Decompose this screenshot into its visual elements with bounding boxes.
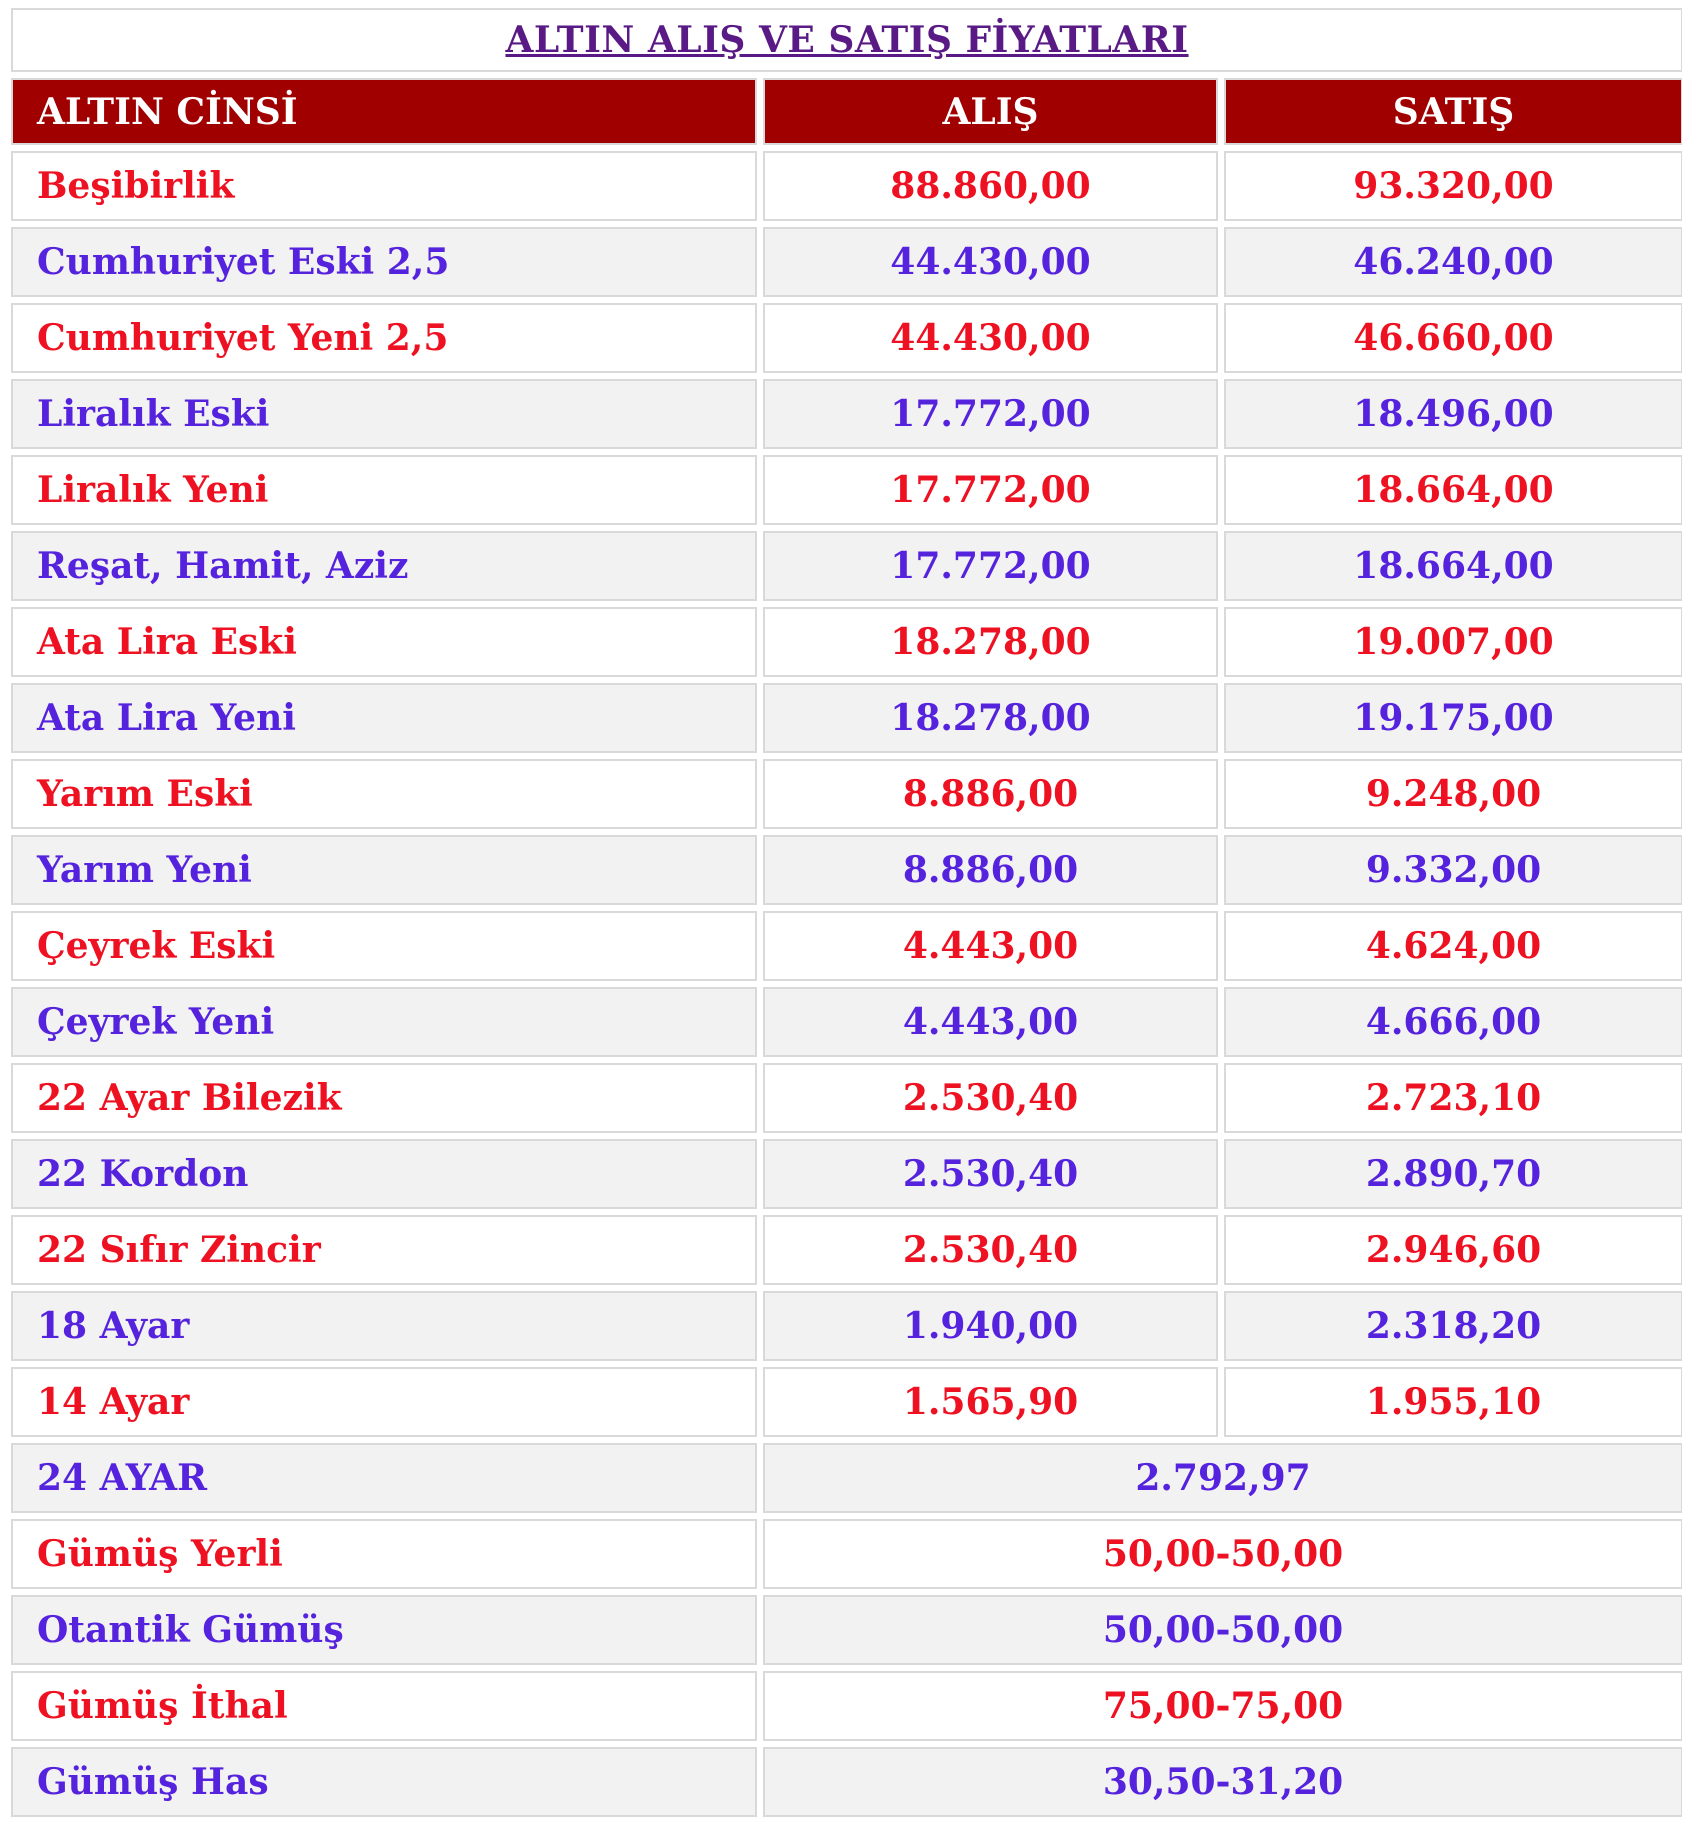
gold-type-name: 24 AYAR (11, 1443, 757, 1513)
sell-price: 46.240,00 (1224, 227, 1682, 297)
sell-price: 2.890,70 (1224, 1139, 1682, 1209)
table-row (11, 1291, 1682, 1361)
table-row (11, 531, 1682, 601)
column-header-buy: ALIŞ (763, 78, 1218, 145)
gold-type-name: Beşibirlik (11, 151, 757, 221)
gold-type-name: Yarım Eski (11, 759, 757, 829)
table-row (11, 227, 1682, 297)
sell-price: 9.248,00 (1224, 759, 1682, 829)
sell-price: 4.624,00 (1224, 911, 1682, 981)
buy-price: 18.278,00 (763, 607, 1218, 677)
buy-price: 4.443,00 (763, 987, 1218, 1057)
sell-price: 19.007,00 (1224, 607, 1682, 677)
sell-price: 2.946,60 (1224, 1215, 1682, 1285)
buy-price: 2.530,40 (763, 1063, 1218, 1133)
gold-price-table (5, 2, 1682, 1823)
gold-type-name: Gümüş Yerli (11, 1519, 757, 1589)
gold-type-name: Ata Lira Yeni (11, 683, 757, 753)
table-row (11, 1747, 1682, 1817)
sell-price: 2.723,10 (1224, 1063, 1682, 1133)
gold-type-name: Gümüş Has (11, 1747, 757, 1817)
page-title[interactable]: ALTIN ALIŞ VE SATIŞ FİYATLARI (505, 19, 1189, 61)
buy-price: 2.530,40 (763, 1215, 1218, 1285)
sell-price: 93.320,00 (1224, 151, 1682, 221)
gold-type-name: 18 Ayar (11, 1291, 757, 1361)
buy-price: 1.565,90 (763, 1367, 1218, 1437)
price-range: 2.792,97 (763, 1443, 1682, 1513)
buy-price: 4.443,00 (763, 911, 1218, 981)
gold-type-name: Cumhuriyet Eski 2,5 (11, 227, 757, 297)
column-header-name: ALTIN CİNSİ (11, 78, 757, 145)
price-range: 50,00-50,00 (763, 1595, 1682, 1665)
buy-price: 44.430,00 (763, 227, 1218, 297)
buy-price: 17.772,00 (763, 455, 1218, 525)
gold-type-name: Gümüş İthal (11, 1671, 757, 1741)
sell-price: 1.955,10 (1224, 1367, 1682, 1437)
buy-price: 1.940,00 (763, 1291, 1218, 1361)
gold-type-name: 22 Sıfır Zincir (11, 1215, 757, 1285)
table-row (11, 1367, 1682, 1437)
buy-price: 8.886,00 (763, 835, 1218, 905)
sell-price: 18.664,00 (1224, 531, 1682, 601)
gold-type-name: 14 Ayar (11, 1367, 757, 1437)
buy-price: 18.278,00 (763, 683, 1218, 753)
price-range: 30,50-31,20 (763, 1747, 1682, 1817)
gold-type-name: 22 Ayar Bilezik (11, 1063, 757, 1133)
buy-price: 17.772,00 (763, 379, 1218, 449)
table-row (11, 683, 1682, 753)
table-row (11, 1671, 1682, 1741)
table-row (11, 303, 1682, 373)
buy-price: 88.860,00 (763, 151, 1218, 221)
gold-type-name: Cumhuriyet Yeni 2,5 (11, 303, 757, 373)
gold-type-name: Reşat, Hamit, Aziz (11, 531, 757, 601)
sell-price: 18.496,00 (1224, 379, 1682, 449)
table-row (11, 1139, 1682, 1209)
gold-type-name: Otantik Gümüş (11, 1595, 757, 1665)
table-row (11, 987, 1682, 1057)
gold-type-name: Yarım Yeni (11, 835, 757, 905)
table-row (11, 1063, 1682, 1133)
sell-price: 18.664,00 (1224, 455, 1682, 525)
gold-type-name: Liralık Yeni (11, 455, 757, 525)
table-row (11, 1595, 1682, 1665)
table-row (11, 151, 1682, 221)
buy-price: 44.430,00 (763, 303, 1218, 373)
buy-price: 2.530,40 (763, 1139, 1218, 1209)
title-row (11, 8, 1682, 72)
price-range: 75,00-75,00 (763, 1671, 1682, 1741)
title-cell (11, 8, 1682, 72)
table-row (11, 455, 1682, 525)
table-row (11, 759, 1682, 829)
table-row (11, 911, 1682, 981)
gold-type-name: Ata Lira Eski (11, 607, 757, 677)
table-row (11, 1519, 1682, 1589)
gold-type-name: Liralık Eski (11, 379, 757, 449)
sell-price: 4.666,00 (1224, 987, 1682, 1057)
buy-price: 8.886,00 (763, 759, 1218, 829)
table-row (11, 379, 1682, 449)
header-row (11, 78, 1682, 145)
gold-type-name: Çeyrek Eski (11, 911, 757, 981)
table-row (11, 1215, 1682, 1285)
sell-price: 19.175,00 (1224, 683, 1682, 753)
price-range: 50,00-50,00 (763, 1519, 1682, 1589)
gold-type-name: Çeyrek Yeni (11, 987, 757, 1057)
sell-price: 46.660,00 (1224, 303, 1682, 373)
table-row (11, 835, 1682, 905)
sell-price: 9.332,00 (1224, 835, 1682, 905)
table-row (11, 1443, 1682, 1513)
column-header-sell: SATIŞ (1224, 78, 1682, 145)
buy-price: 17.772,00 (763, 531, 1218, 601)
gold-type-name: 22 Kordon (11, 1139, 757, 1209)
table-row (11, 607, 1682, 677)
sell-price: 2.318,20 (1224, 1291, 1682, 1361)
